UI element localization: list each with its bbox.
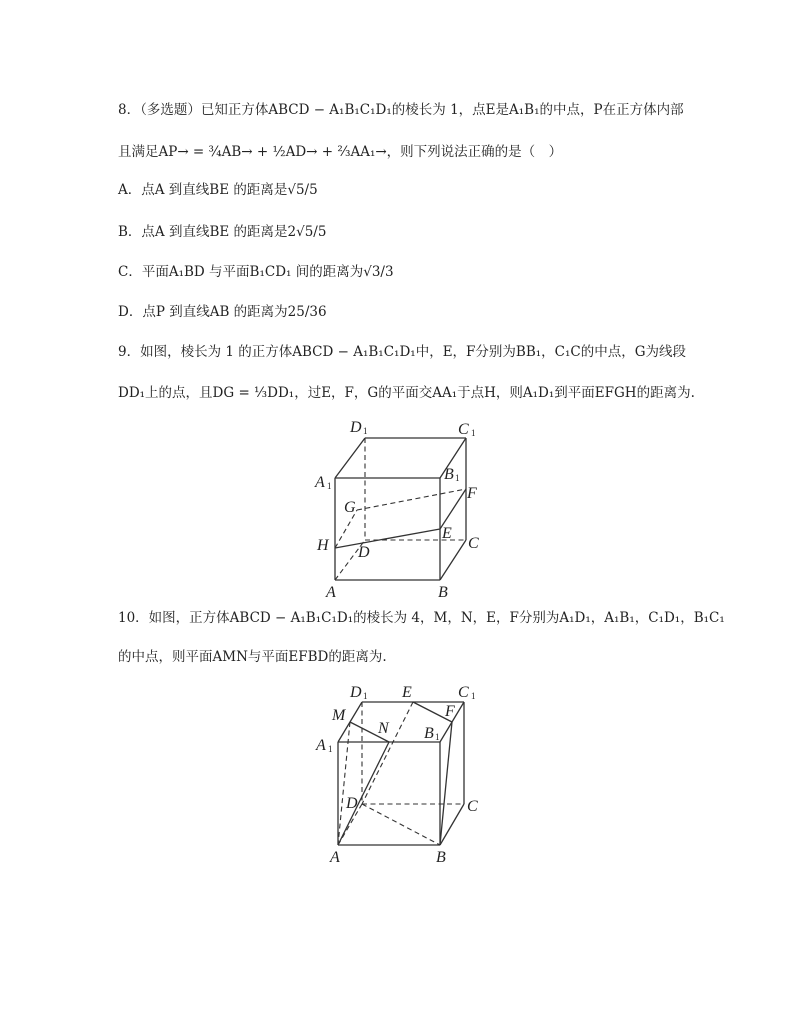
q10-stem-line-2: 的中点，则平面AMN与平面EFBD的距离为. (118, 649, 387, 665)
label-c: C (468, 535, 479, 552)
q8-option-c: C．平面A₁BD 与平面B₁CD₁ 间的距离为√3/3 (118, 264, 394, 280)
label-a: A (330, 849, 340, 866)
label-a: A (326, 584, 336, 601)
q9-cube-figure (300, 412, 500, 604)
label-e: E (402, 684, 412, 701)
q8-stem-line-1: 8．（多选题）已知正方体ABCD − A₁B₁C₁D₁的棱长为 1，点E是A₁B₁的中点，P在正方体内部 (118, 102, 684, 118)
label-f: F (445, 703, 455, 720)
label-a1-sub: 1 (328, 744, 333, 754)
q8-option-a: A．点A 到直线BE 的距离是√5/5 (118, 182, 318, 198)
label-b1-sub: 1 (455, 473, 460, 483)
segment-an (338, 742, 389, 845)
edge-a1d1 (335, 438, 365, 478)
label-b1-sub: 1 (435, 732, 440, 742)
q9-stem-line-1: 9．如图，棱长为 1 的正方体ABCD − A₁B₁C₁D₁中，E，F分别为BB₁，C₁C的中点，G为线段 (118, 344, 687, 360)
label-b: B (436, 849, 446, 866)
segment-ed (362, 702, 413, 804)
q8-option-d: D．点P 到直线AB 的距离为25/36 (118, 304, 327, 320)
segment-eh (335, 529, 440, 548)
label-d: D (358, 544, 370, 561)
label-c1-sub: 1 (471, 691, 476, 701)
label-d1-sub: 1 (363, 691, 368, 701)
label-f: F (467, 485, 477, 502)
label-a1: A (315, 474, 325, 491)
label-b1: B (424, 725, 434, 742)
q10-stem-line-1: 10．如图，正方体ABCD − A₁B₁C₁D₁的棱长为 4，M，N，E，F分别为A₁D₁，A₁B₁，C₁D₁，B₁C₁ (118, 610, 725, 626)
label-c1: C (458, 421, 469, 438)
q9-stem-line-2: DD₁上的点，且DG = ⅓DD₁，过E，F，G的平面交AA₁于点H，则A₁D₁到平面EFGH的距离为. (118, 385, 695, 401)
segment-db (362, 804, 440, 845)
label-b: B (438, 584, 448, 601)
label-c1-sub: 1 (471, 428, 476, 438)
label-c1: C (458, 684, 469, 701)
label-d1: D (350, 419, 362, 436)
label-a1: A (316, 737, 326, 754)
edge-bc (440, 540, 466, 580)
label-e: E (442, 525, 452, 542)
label-d1-sub: 1 (363, 426, 368, 436)
label-a1-sub: 1 (327, 481, 332, 491)
segment-fe (440, 489, 466, 529)
label-m: M (332, 707, 346, 724)
label-d: D (346, 795, 358, 812)
segment-gf (357, 489, 466, 510)
label-n: N (378, 720, 389, 737)
label-d1: D (350, 684, 362, 701)
label-b1: B (444, 466, 454, 483)
label-h: H (317, 537, 329, 554)
q8-option-b: B．点A 到直线BE 的距离是2√5/5 (118, 224, 327, 240)
q10-cube-figure (300, 678, 500, 868)
q8-stem-line-2: 且满足AP→ = ¾AB→ + ½AD→ + ⅔AA₁→，则下列说法正确的是（ ） (118, 144, 563, 160)
label-c: C (467, 798, 478, 815)
label-g: G (344, 499, 356, 516)
